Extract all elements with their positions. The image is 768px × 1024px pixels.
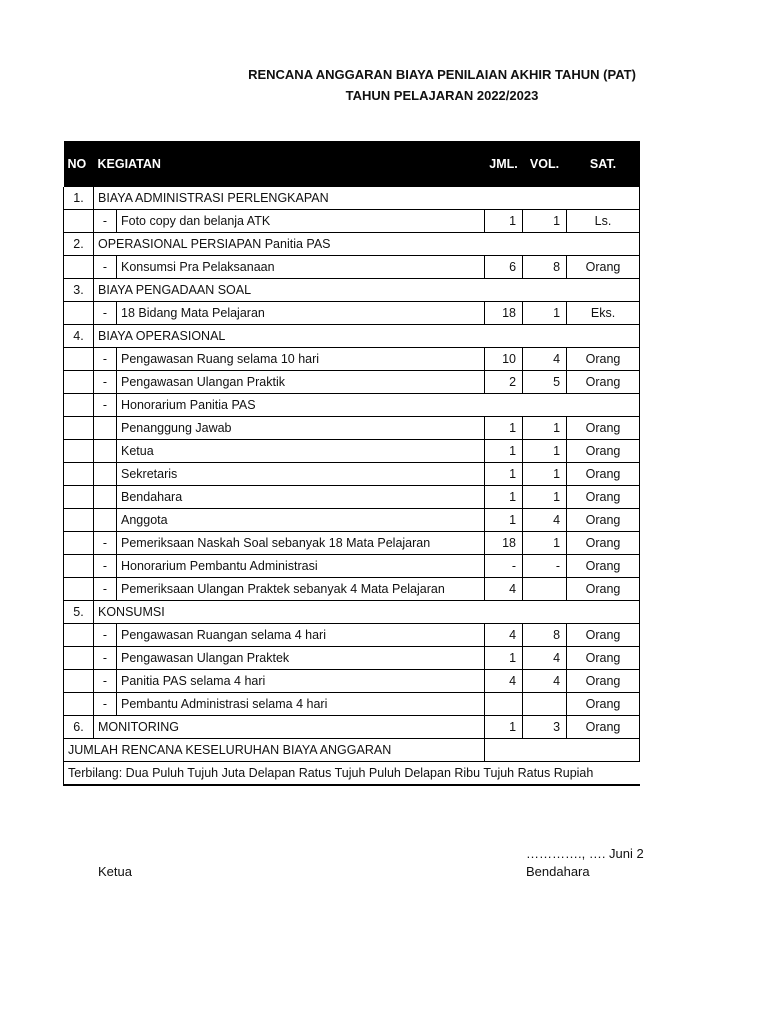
row-number: 5. [64, 601, 94, 624]
table-body [64, 187, 640, 739]
row-number: 6. [64, 716, 94, 739]
activity-label: Pengawasan Ruangan selama 4 hari [117, 624, 485, 647]
item-dash: - [94, 302, 117, 325]
table-row [64, 394, 640, 417]
activity-label: Pemeriksaan Naskah Soal sebanyak 18 Mata Pelajaran [117, 532, 485, 555]
signature-date: …………., …. Juni 2 [526, 846, 644, 861]
section-label: KONSUMSI [94, 601, 640, 624]
table-row [64, 578, 640, 601]
activity-label: Panitia PAS selama 4 hari [117, 670, 485, 693]
column-header-no: NO [64, 141, 94, 187]
vol-value [523, 578, 567, 601]
signature-ketua: Ketua [98, 864, 132, 879]
row-number [64, 624, 94, 647]
row-number [64, 486, 94, 509]
table-row [64, 440, 640, 463]
activity-label: Pengawasan Ruang selama 10 hari [117, 348, 485, 371]
table-row [64, 279, 640, 302]
table-row [64, 532, 640, 555]
sat-value: Orang [567, 578, 640, 601]
sat-value: Orang [567, 555, 640, 578]
jml-value: 6 [485, 256, 523, 279]
item-dash: - [94, 210, 117, 233]
row-number [64, 348, 94, 371]
table-row [64, 325, 640, 348]
jml-value: 4 [485, 624, 523, 647]
activity-label: Anggota [117, 509, 485, 532]
row-number [64, 555, 94, 578]
jml-value [485, 693, 523, 716]
vol-value: 1 [523, 532, 567, 555]
row-number [64, 693, 94, 716]
jml-value: 1 [485, 486, 523, 509]
sat-value: Orang [567, 417, 640, 440]
sat-value: Orang [567, 624, 640, 647]
jml-value: 1 [485, 440, 523, 463]
section-label: BIAYA PENGADAAN SOAL [94, 279, 640, 302]
jml-value: 1 [485, 647, 523, 670]
item-dash [94, 417, 117, 440]
activity-label: Konsumsi Pra Pelaksanaan [117, 256, 485, 279]
vol-value: 5 [523, 371, 567, 394]
item-dash: - [94, 555, 117, 578]
row-number: 4. [64, 325, 94, 348]
sat-value: Orang [567, 647, 640, 670]
total-value [485, 739, 640, 762]
vol-value: 4 [523, 509, 567, 532]
activity-label: Bendahara [117, 486, 485, 509]
activity-label: Pemeriksaan Ulangan Praktek sebanyak 4 Mata Pelajaran [117, 578, 485, 601]
jml-value: - [485, 555, 523, 578]
budget-table [63, 141, 640, 786]
table-row [64, 716, 640, 739]
vol-value: 1 [523, 486, 567, 509]
sat-value: Orang [567, 371, 640, 394]
row-number [64, 509, 94, 532]
activity-label: 18 Bidang Mata Pelajaran [117, 302, 485, 325]
table-row [64, 647, 640, 670]
item-dash: - [94, 578, 117, 601]
table-row [64, 463, 640, 486]
item-dash: - [94, 624, 117, 647]
table-row [64, 233, 640, 256]
row-number [64, 463, 94, 486]
vol-value: 1 [523, 440, 567, 463]
subhead-label: Honorarium Panitia PAS [117, 394, 640, 417]
jml-value: 1 [485, 417, 523, 440]
vol-value: 1 [523, 463, 567, 486]
vol-value: 4 [523, 670, 567, 693]
row-number: 1. [64, 187, 94, 210]
jml-value: 1 [485, 509, 523, 532]
jml-value: 2 [485, 371, 523, 394]
row-number [64, 302, 94, 325]
jml-value: 18 [485, 302, 523, 325]
total-row [64, 739, 640, 762]
row-number [64, 210, 94, 233]
activity-label: Honorarium Pembantu Administrasi [117, 555, 485, 578]
activity-label: Sekretaris [117, 463, 485, 486]
item-dash [94, 486, 117, 509]
activity-label: Ketua [117, 440, 485, 463]
vol-value: 1 [523, 417, 567, 440]
item-dash: - [94, 532, 117, 555]
item-dash: - [94, 647, 117, 670]
sat-value: Orang [567, 256, 640, 279]
jml-value: 1 [485, 210, 523, 233]
activity-label: Foto copy dan belanja ATK [117, 210, 485, 233]
row-number [64, 670, 94, 693]
sat-value: Orang [567, 670, 640, 693]
section-label: BIAYA ADMINISTRASI PERLENGKAPAN [94, 187, 640, 210]
sat-value: Orang [567, 348, 640, 371]
table-row [64, 693, 640, 716]
column-header-sat: SAT. [567, 141, 640, 187]
table-row [64, 210, 640, 233]
sat-value: Orang [567, 532, 640, 555]
item-dash [94, 463, 117, 486]
vol-value [523, 693, 567, 716]
sat-value: Orang [567, 693, 640, 716]
table-row [64, 187, 640, 210]
row-number [64, 394, 94, 417]
vol-value: 4 [523, 647, 567, 670]
row-number: 3. [64, 279, 94, 302]
row-number [64, 371, 94, 394]
activity-label: Pengawasan Ulangan Praktik [117, 371, 485, 394]
vol-value: 1 [523, 302, 567, 325]
column-header-jml: JML. [485, 141, 523, 187]
item-dash: - [94, 670, 117, 693]
sat-value: Eks. [567, 302, 640, 325]
vol-value: 1 [523, 210, 567, 233]
activity-label: Penanggung Jawab [117, 417, 485, 440]
table-row [64, 256, 640, 279]
row-number [64, 647, 94, 670]
document-title: RENCANA ANGGARAN BIAYA PENILAIAN AKHIR TAHUN (PAT) [248, 67, 636, 82]
item-dash: - [94, 693, 117, 716]
vol-value: 8 [523, 256, 567, 279]
row-number [64, 532, 94, 555]
vol-value: 8 [523, 624, 567, 647]
activity-label: Pengawasan Ulangan Praktek [117, 647, 485, 670]
table-header-row [64, 141, 640, 187]
item-dash [94, 509, 117, 532]
row-number [64, 440, 94, 463]
jml-value: 4 [485, 578, 523, 601]
table-row [64, 601, 640, 624]
sat-value: Orang [567, 509, 640, 532]
item-dash: - [94, 394, 117, 417]
vol-value: - [523, 555, 567, 578]
row-number [64, 256, 94, 279]
table-row [64, 486, 640, 509]
jml-value: 18 [485, 532, 523, 555]
table-row [64, 624, 640, 647]
vol-value: 3 [523, 716, 567, 739]
sat-value: Orang [567, 463, 640, 486]
signature-bendahara: Bendahara [526, 864, 590, 879]
terbilang-text: Terbilang: Dua Puluh Tujuh Juta Delapan Ratus Tujuh Puluh Delapan Ribu Tujuh Ratus Rupiah [64, 762, 640, 786]
vol-value: 4 [523, 348, 567, 371]
column-header-vol: VOL. [523, 141, 567, 187]
terbilang-row [64, 762, 640, 786]
table-row [64, 417, 640, 440]
item-dash [94, 440, 117, 463]
sat-value: Orang [567, 716, 640, 739]
item-dash: - [94, 371, 117, 394]
sat-value: Orang [567, 486, 640, 509]
section-label: OPERASIONAL PERSIAPAN Panitia PAS [94, 233, 640, 256]
item-dash: - [94, 256, 117, 279]
jml-value: 1 [485, 716, 523, 739]
sat-value: Ls. [567, 210, 640, 233]
jml-value: 4 [485, 670, 523, 693]
table-row [64, 509, 640, 532]
row-number: 2. [64, 233, 94, 256]
activity-label: MONITORING [94, 716, 485, 739]
section-label: BIAYA OPERASIONAL [94, 325, 640, 348]
table-row [64, 302, 640, 325]
table-row [64, 371, 640, 394]
sat-value: Orang [567, 440, 640, 463]
jml-value: 10 [485, 348, 523, 371]
item-dash: - [94, 348, 117, 371]
total-label: JUMLAH RENCANA KESELURUHAN BIAYA ANGGARAN [64, 739, 485, 762]
activity-label: Pembantu Administrasi selama 4 hari [117, 693, 485, 716]
jml-value: 1 [485, 463, 523, 486]
row-number [64, 578, 94, 601]
document-subtitle: TAHUN PELAJARAN 2022/2023 [345, 88, 539, 103]
row-number [64, 417, 94, 440]
table-row [64, 555, 640, 578]
table-row [64, 348, 640, 371]
table-row [64, 670, 640, 693]
column-header-kegiatan: KEGIATAN [94, 141, 485, 187]
